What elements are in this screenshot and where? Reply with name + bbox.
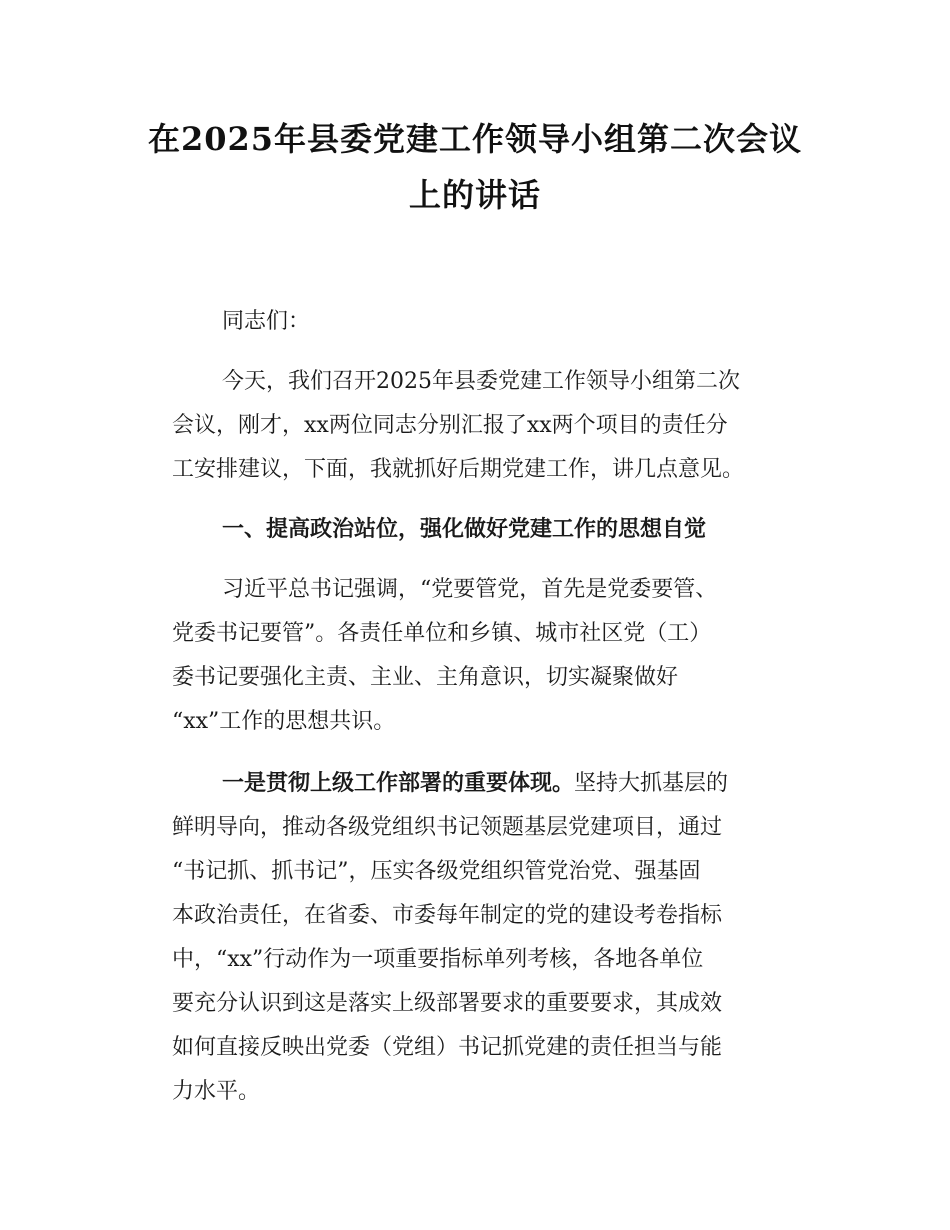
salutation-text: 同志们： bbox=[222, 309, 311, 334]
paragraph-line: 如何直接反映出党委（党组）书记抓党建的责任担当与能 bbox=[172, 1035, 723, 1060]
point-one-lead-rest: 坚持大抓基层的 bbox=[574, 771, 729, 796]
paragraph-line: “书记抓、抓书记”，压实各级党组织管党治党、强基固 bbox=[172, 859, 701, 884]
paragraph-first-line bbox=[172, 762, 812, 806]
paragraph-line: 中，“xx”行动作为一项重要指标单列考核，各地各单位 bbox=[172, 947, 704, 972]
point-one-lead: 一是贯彻上级工作部署的重要体现。 bbox=[222, 771, 575, 796]
section-1-paragraph-2 bbox=[172, 762, 812, 1114]
paragraph-line: 力水平。 bbox=[172, 1079, 261, 1104]
paragraph-line: 习近平总书记强调，“党要管党，首先是党委要管、 bbox=[222, 577, 718, 602]
document-body bbox=[172, 300, 812, 1114]
salutation bbox=[172, 300, 812, 344]
paragraph-line: 委书记要强化主责、主业、主角意识，切实凝聚做好 bbox=[172, 665, 679, 690]
paragraph-line: 党委书记要管”。各责任单位和乡镇、城市社区党（工） bbox=[172, 621, 712, 646]
section-1-heading: 一、提高政治站位，强化做好党建工作的思想自觉 bbox=[222, 517, 707, 542]
paragraph-line: 本政治责任，在省委、市委每年制定的党的建设考卷指标 bbox=[172, 903, 723, 928]
paragraph-line: “xx”工作的思想共识。 bbox=[172, 709, 396, 734]
intro-line: 会议，刚才，xx两位同志分别汇报了xx两个项目的责任分 bbox=[172, 413, 728, 438]
document-title-line-2: 上的讲话 bbox=[408, 176, 541, 214]
document-title-line-1: 在2025年县委党建工作领导小组第二次会议 bbox=[147, 120, 803, 158]
intro-paragraph bbox=[172, 360, 812, 492]
paragraph-line: 要充分认识到这是落实上级部署要求的重要要求，其成效 bbox=[172, 991, 723, 1016]
section-1-paragraph-1 bbox=[172, 568, 812, 744]
paragraph-line: 鲜明导向，推动各级党组织书记领题基层党建项目，通过 bbox=[172, 815, 723, 840]
intro-line: 工安排建议，下面，我就抓好后期党建工作，讲几点意见。 bbox=[172, 457, 745, 482]
intro-line: 今天，我们召开2025年县委党建工作领导小组第二次 bbox=[222, 369, 740, 394]
section-1-heading-paragraph bbox=[172, 508, 812, 552]
